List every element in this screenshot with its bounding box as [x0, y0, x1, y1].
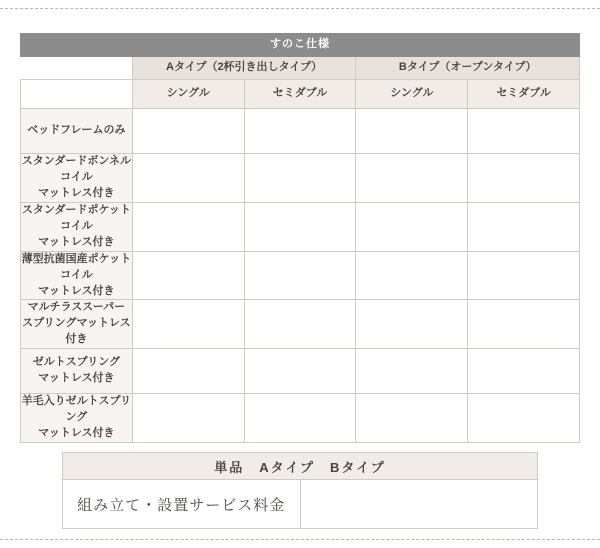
column-header-b-semidouble: セミダブル	[468, 80, 580, 109]
table-title-row	[21, 34, 580, 57]
spec-table-container	[20, 33, 580, 443]
cell	[468, 349, 580, 394]
group-header-a: Aタイプ（2杯引き出しタイプ）	[132, 57, 356, 80]
cell	[356, 154, 468, 203]
row-label: スタンダードポケットコイル マットレス付き	[21, 202, 133, 251]
cell	[356, 109, 468, 154]
row-label: マルチラススーパー スプリングマットレス付き	[21, 300, 133, 349]
cell	[356, 202, 468, 251]
cell	[132, 300, 244, 349]
service-table	[62, 452, 538, 529]
bottom-divider	[0, 539, 600, 540]
group-header-blank	[21, 57, 133, 80]
service-table-container	[62, 452, 538, 529]
cell	[356, 349, 468, 394]
cell	[468, 202, 580, 251]
spec-table-title: すのこ仕様	[21, 34, 580, 57]
column-header-row	[21, 80, 580, 109]
cell	[244, 349, 356, 394]
cell	[356, 251, 468, 300]
cell	[356, 394, 468, 443]
cell	[468, 109, 580, 154]
column-header-a-semidouble: セミダブル	[244, 80, 356, 109]
cell	[468, 154, 580, 203]
row-label: ゼルトスプリング マットレス付き	[21, 349, 133, 394]
table-row	[21, 154, 580, 203]
service-row-label: 組み立て・設置サービス料金	[63, 480, 301, 529]
cell	[132, 154, 244, 203]
cell	[132, 394, 244, 443]
cell	[132, 109, 244, 154]
cell	[244, 109, 356, 154]
cell	[132, 202, 244, 251]
cell	[244, 154, 356, 203]
table-row	[21, 251, 580, 300]
cell	[244, 394, 356, 443]
column-header-a-single: シングル	[132, 80, 244, 109]
group-header-b: Bタイプ（オープンタイプ）	[356, 57, 580, 80]
cell	[244, 251, 356, 300]
group-header-row	[21, 57, 580, 80]
table-row	[21, 300, 580, 349]
table-row	[21, 109, 580, 154]
table-row	[21, 202, 580, 251]
spec-table	[20, 33, 580, 443]
cell	[468, 394, 580, 443]
cell	[468, 251, 580, 300]
row-label: 羊毛入りゼルトスプリング マットレス付き	[21, 394, 133, 443]
service-table-header: 単品 Aタイプ Bタイプ	[63, 453, 538, 480]
service-row	[63, 480, 538, 529]
cell	[132, 349, 244, 394]
cell	[244, 300, 356, 349]
cell	[132, 251, 244, 300]
column-header-b-single: シングル	[356, 80, 468, 109]
top-divider	[0, 8, 600, 9]
cell	[468, 300, 580, 349]
column-header-corner	[21, 80, 133, 109]
row-label: 薄型抗菌国産ポケットコイル マットレス付き	[21, 251, 133, 300]
service-header-row	[63, 453, 538, 480]
row-label: スタンダードボンネルコイル マットレス付き	[21, 154, 133, 203]
table-row	[21, 394, 580, 443]
service-row-value	[300, 480, 538, 529]
row-label: ベッドフレームのみ	[21, 109, 133, 154]
cell	[244, 202, 356, 251]
cell	[356, 300, 468, 349]
table-row	[21, 349, 580, 394]
